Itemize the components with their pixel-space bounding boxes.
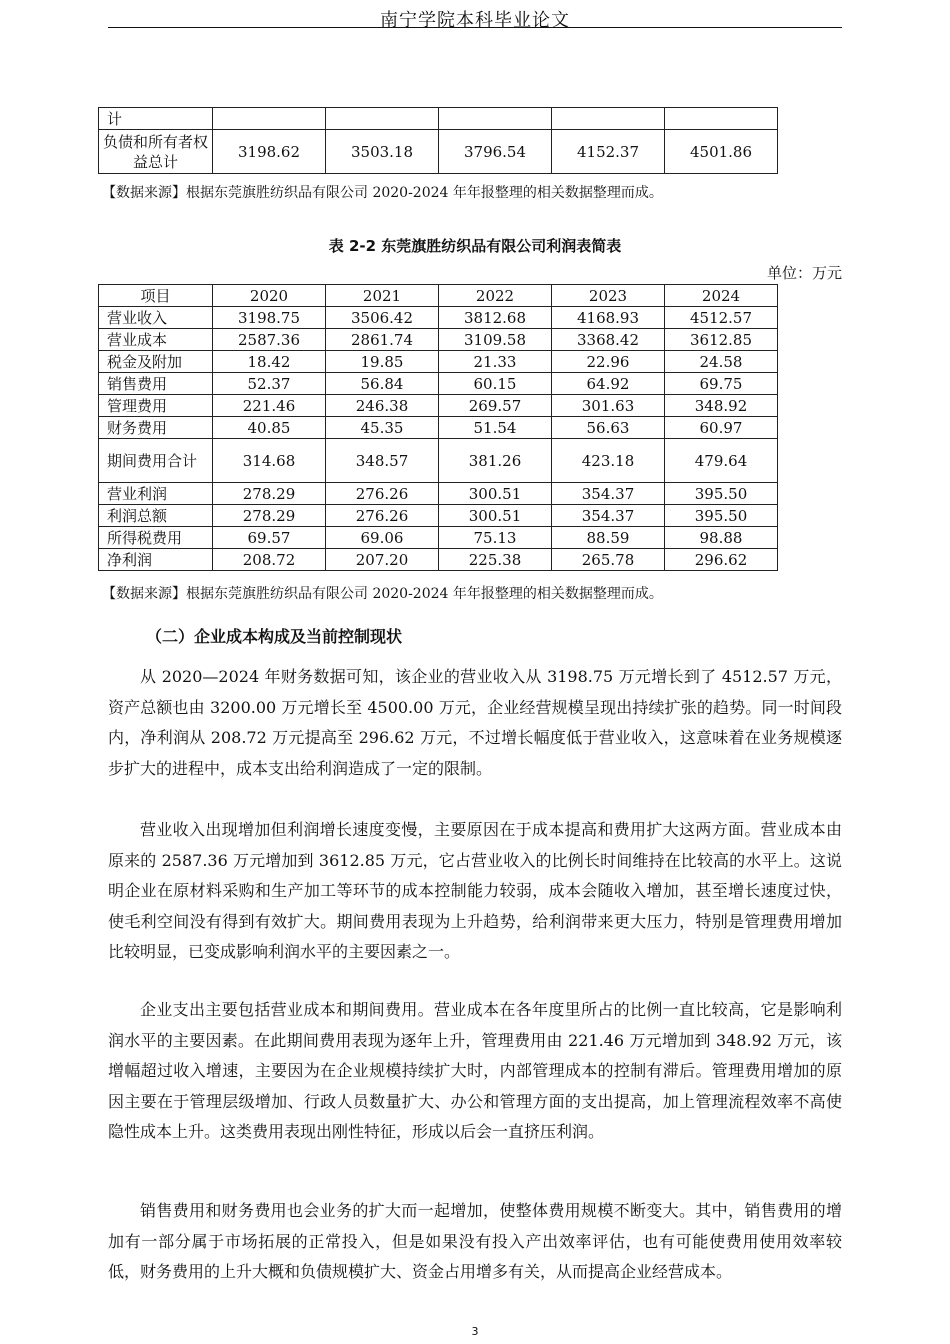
cell: 3506.42 — [326, 307, 439, 329]
cell: 300.51 — [439, 483, 552, 505]
table-row — [99, 351, 778, 373]
table-row — [99, 417, 778, 439]
cell: 69.75 — [665, 373, 778, 395]
cell: 3796.54 — [439, 130, 552, 174]
table-header-row — [99, 285, 778, 307]
cell: 354.37 — [552, 483, 665, 505]
cell: 4152.37 — [552, 130, 665, 174]
table-row — [99, 395, 778, 417]
cell: 301.63 — [552, 395, 665, 417]
cell: 19.85 — [326, 351, 439, 373]
cell: 276.26 — [326, 505, 439, 527]
table-row — [99, 439, 778, 483]
cell — [213, 108, 326, 130]
cell: 88.59 — [552, 527, 665, 549]
row-label: 营业收入 — [99, 307, 213, 329]
row-label: 期间费用合计 — [99, 439, 213, 483]
cell: 208.72 — [213, 549, 326, 571]
cell: 4168.93 — [552, 307, 665, 329]
table-row — [99, 329, 778, 351]
column-header: 2020 — [213, 285, 326, 307]
table-row — [99, 483, 778, 505]
table1-source-note: 【数据来源】根据东莞旗胜纺织品有限公司 2020-2024 年年报整理的相关数据整理而成。 — [102, 185, 663, 201]
body-paragraph: 从 2020—2024 年财务数据可知，该企业的营业收入从 3198.75 万元增长到了 4512.57 万元，资产总额也由 3200.00 万元增长至 4500.00 万元，企业经营规模呈现出持续扩张的趋势。同一时间段内，净利润从 208.72 万元提高至 296.62 万元，不过增长幅度低于营业收入，这意味着在业务规模逐步扩大的进程中，成本支出给利润造成了一定的限制。 — [108, 667, 842, 778]
row-label: 财务费用 — [99, 417, 213, 439]
cell: 2861.74 — [326, 329, 439, 351]
column-header: 2024 — [665, 285, 778, 307]
table-row — [99, 549, 778, 571]
cell: 69.57 — [213, 527, 326, 549]
cell: 45.35 — [326, 417, 439, 439]
table-row — [99, 505, 778, 527]
table2-unit: 单位：万元 — [766, 264, 842, 282]
cell: 40.85 — [213, 417, 326, 439]
cell: 246.38 — [326, 395, 439, 417]
row-label: 所得税费用 — [99, 527, 213, 549]
cell — [326, 108, 439, 130]
cell: 18.42 — [213, 351, 326, 373]
row-label: 销售费用 — [99, 373, 213, 395]
balance-sheet-table-continued — [98, 107, 778, 174]
cell: 3109.58 — [439, 329, 552, 351]
cell: 207.20 — [326, 549, 439, 571]
table-row — [99, 108, 778, 130]
cell: 56.63 — [552, 417, 665, 439]
cell — [665, 108, 778, 130]
row-label: 计 — [99, 108, 213, 130]
cell: 2587.36 — [213, 329, 326, 351]
cell: 22.96 — [552, 351, 665, 373]
cell: 314.68 — [213, 439, 326, 483]
cell: 56.84 — [326, 373, 439, 395]
table2-caption: 表 2-2 东莞旗胜纺织品有限公司利润表简表 — [328, 237, 622, 255]
cell: 4501.86 — [665, 130, 778, 174]
cell: 348.92 — [665, 395, 778, 417]
cell: 64.92 — [552, 373, 665, 395]
column-header: 项目 — [99, 285, 213, 307]
cell — [552, 108, 665, 130]
cell: 225.38 — [439, 549, 552, 571]
cell: 221.46 — [213, 395, 326, 417]
page-header: 南宁学院本科毕业论文 — [380, 10, 570, 31]
cell: 3612.85 — [665, 329, 778, 351]
table2-source-note: 【数据来源】根据东莞旗胜纺织品有限公司 2020-2024 年年报整理的相关数据整理而成。 — [102, 586, 663, 602]
cell: 348.57 — [326, 439, 439, 483]
cell: 3503.18 — [326, 130, 439, 174]
cell: 3198.62 — [213, 130, 326, 174]
row-label: 管理费用 — [99, 395, 213, 417]
cell: 51.54 — [439, 417, 552, 439]
cell: 300.51 — [439, 505, 552, 527]
cell — [439, 108, 552, 130]
cell: 75.13 — [439, 527, 552, 549]
cell: 423.18 — [552, 439, 665, 483]
row-label: 税金及附加 — [99, 351, 213, 373]
cell: 98.88 — [665, 527, 778, 549]
body-paragraph: 营业收入出现增加但利润增长速度变慢，主要原因在于成本提高和费用扩大这两方面。营业成本由原来的 2587.36 万元增加到 3612.85 万元，它占营业收入的比例长时间维持在比较高的水平上。这说明企业在原材料采购和生产加工等环节的成本控制能力较弱，成本会随收入增加，甚至增长速度过快，使毛利空间没有得到有效扩大。期间费用表现为上升趋势，给利润带来更大压力，特别是管理费用增加比较明显，已变成影响利润水平的主要因素之一。 — [108, 820, 842, 961]
cell: 381.26 — [439, 439, 552, 483]
cell: 354.37 — [552, 505, 665, 527]
row-label: 营业利润 — [99, 483, 213, 505]
table-row — [99, 527, 778, 549]
cell: 278.29 — [213, 483, 326, 505]
column-header: 2023 — [552, 285, 665, 307]
cell: 60.15 — [439, 373, 552, 395]
body-paragraph: 企业支出主要包括营业成本和期间费用。营业成本在各年度里所占的比例一直比较高，它是影响利润水平的主要因素。在此期间费用表现为逐年上升，管理费用由 221.46 万元增加到 348.92 万元，该增幅超过收入增速，主要因为在企业规模持续扩大时，内部管理成本的控制有滞后。管理费用增加的原因主要在于管理层级增加、行政人员数量扩大、办公和管理方面的支出提高，加上管理流程效率不高使隐性成本上升。这类费用表现出刚性特征，形成以后会一直挤压利润。 — [108, 1000, 842, 1141]
cell: 269.57 — [439, 395, 552, 417]
section-heading: （二）企业成本构成及当前控制现状 — [146, 627, 403, 646]
row-label: 净利润 — [99, 549, 213, 571]
column-header: 2022 — [439, 285, 552, 307]
header-divider — [108, 27, 842, 28]
cell: 52.37 — [213, 373, 326, 395]
cell: 265.78 — [552, 549, 665, 571]
cell: 296.62 — [665, 549, 778, 571]
cell: 395.50 — [665, 505, 778, 527]
cell: 21.33 — [439, 351, 552, 373]
table-row — [99, 373, 778, 395]
cell: 3368.42 — [552, 329, 665, 351]
row-label: 营业成本 — [99, 329, 213, 351]
cell: 395.50 — [665, 483, 778, 505]
table-row — [99, 307, 778, 329]
table-row — [99, 130, 778, 174]
row-label: 负债和所有者权益总计 — [99, 130, 213, 174]
cell: 479.64 — [665, 439, 778, 483]
body-paragraph: 销售费用和财务费用也会业务的扩大而一起增加，使整体费用规模不断变大。其中，销售费用的增加有一部分属于市场拓展的正常投入，但是如果没有投入产出效率评估，也有可能使费用使用效率较低，财务费用的上升大概和负债规模扩大、资金占用增多有关，从而提高企业经营成本。 — [108, 1201, 842, 1281]
cell: 276.26 — [326, 483, 439, 505]
column-header: 2021 — [326, 285, 439, 307]
cell: 60.97 — [665, 417, 778, 439]
income-statement-table — [98, 284, 778, 571]
cell: 24.58 — [665, 351, 778, 373]
cell: 3812.68 — [439, 307, 552, 329]
row-label: 利润总额 — [99, 505, 213, 527]
cell: 4512.57 — [665, 307, 778, 329]
cell: 69.06 — [326, 527, 439, 549]
page-number: 3 — [471, 1325, 479, 1338]
cell: 278.29 — [213, 505, 326, 527]
cell: 3198.75 — [213, 307, 326, 329]
